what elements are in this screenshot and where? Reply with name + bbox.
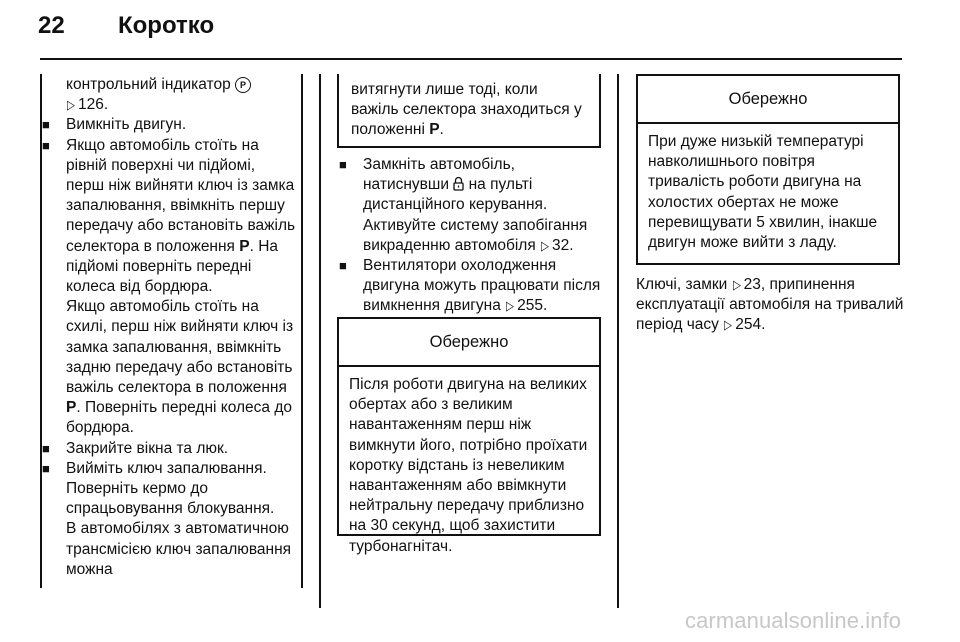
slope-paragraph bbox=[40, 297, 296, 438]
selector-p: P bbox=[429, 121, 440, 139]
page-ref[interactable]: 255. bbox=[517, 297, 548, 315]
caution-title: Обережно bbox=[339, 319, 599, 367]
column-3-refs bbox=[636, 275, 904, 336]
section-title: Коротко bbox=[118, 12, 215, 39]
bullet-engine-off: ■ Вимкніть двигун. bbox=[40, 115, 296, 135]
header-rule bbox=[40, 58, 902, 60]
caution-text: Після роботи двигуна на великих обертах або з великим навантаженням перш ніж вимкнути його, потрібно проїхати коротку відстань із невеликим навантаженням або ввімкнути нейтральну передачу приблизно на 30 секунд, щоб захистити турбонагнітач. bbox=[349, 376, 588, 555]
caution-title: Обережно bbox=[638, 76, 898, 124]
text: Ключі, замки bbox=[636, 276, 728, 293]
lock-icon bbox=[453, 176, 464, 191]
page-ref[interactable]: 23, припинення експлуатації автомобіля на тривалий період часу bbox=[636, 276, 904, 334]
selector-p: P bbox=[66, 399, 77, 417]
watermark: carmanualsonline.info bbox=[685, 608, 902, 633]
column-2 bbox=[337, 155, 605, 317]
text: Активуйте систему запобігання викраденню автомобіля bbox=[363, 216, 588, 254]
text: Якщо автомобіль стоїть на схилі, перш ніж вийняти ключ із замка запалювання, ввімкніть задню передачу або встановіть важіль селектора в положення bbox=[66, 298, 294, 397]
anti-theft-paragraph bbox=[337, 216, 605, 256]
auto-trans-paragraph: В автомобілях з автоматичною трансмісією ключ запалювання можна bbox=[66, 520, 292, 578]
page-ref-arrow-icon: ▷ bbox=[541, 237, 550, 253]
column-divider-right bbox=[617, 74, 619, 608]
text: Вентилятори охолодження двигуна можуть працювати після вимкнення двигуна bbox=[363, 257, 601, 315]
bullet-gear bbox=[40, 136, 296, 298]
page-ref[interactable]: 126. bbox=[78, 96, 109, 114]
caution-text: При дуже низькій температурі навколишнього повітря тривалість роботи двигуна на холостих обертах не може перевищувати 5 хвилин, інакше двигун може вийти з ладу. bbox=[648, 133, 878, 252]
bullet-lock-car bbox=[337, 155, 605, 216]
column-divider-right bbox=[301, 74, 303, 588]
page-number: 22 bbox=[38, 12, 65, 39]
bullet-key: ■ Вийміть ключ запалювання. Поверніть кермо до спрацьовування блокування. bbox=[40, 459, 296, 520]
page-ref-arrow-icon: ▷ bbox=[67, 97, 75, 113]
selector-p: P bbox=[239, 237, 250, 255]
page-ref-arrow-icon: ▷ bbox=[724, 317, 733, 333]
continuation-text bbox=[40, 75, 296, 115]
page-ref-arrow-icon: ▷ bbox=[732, 277, 741, 292]
bullet-windows: ■ Закрийте вікна та люк. bbox=[40, 439, 296, 459]
caution-box-continued bbox=[337, 74, 601, 148]
page-ref[interactable]: 32. bbox=[552, 236, 574, 254]
text: Якщо автомобіль стоїть на рівній поверхні чи підйомі, перш ніж вийняти ключ із замка запалювання, ввімкніть першу передачу або встановіть важіль селектора в положення bbox=[66, 136, 296, 255]
cont-line: контрольний індикатор bbox=[66, 76, 231, 93]
caution-box-turbo bbox=[337, 317, 601, 555]
bullet-cooling-fans bbox=[337, 256, 605, 317]
text: Замкніть автомобіль, натиснувши bbox=[363, 156, 515, 194]
text: . На підйомі поверніть передні колеса від бордюра. bbox=[66, 237, 279, 296]
caution-box-cold bbox=[636, 74, 900, 265]
page-ref-arrow-icon: ▷ bbox=[506, 298, 515, 314]
text: витягнути лише тоді, коли важіль селектора знаходиться у положенні bbox=[351, 81, 582, 139]
text: на пульті дистанційного керування. bbox=[363, 176, 548, 214]
column-1 bbox=[40, 75, 296, 580]
parking-brake-icon: P bbox=[235, 77, 251, 93]
text: . bbox=[439, 121, 444, 139]
page-ref[interactable]: 254. bbox=[735, 316, 766, 334]
column-divider-left bbox=[319, 74, 321, 608]
caution-continued-text bbox=[339, 74, 599, 149]
cross-references bbox=[636, 275, 904, 336]
text: . Поверніть передні колеса до бордюра. bbox=[66, 399, 293, 437]
